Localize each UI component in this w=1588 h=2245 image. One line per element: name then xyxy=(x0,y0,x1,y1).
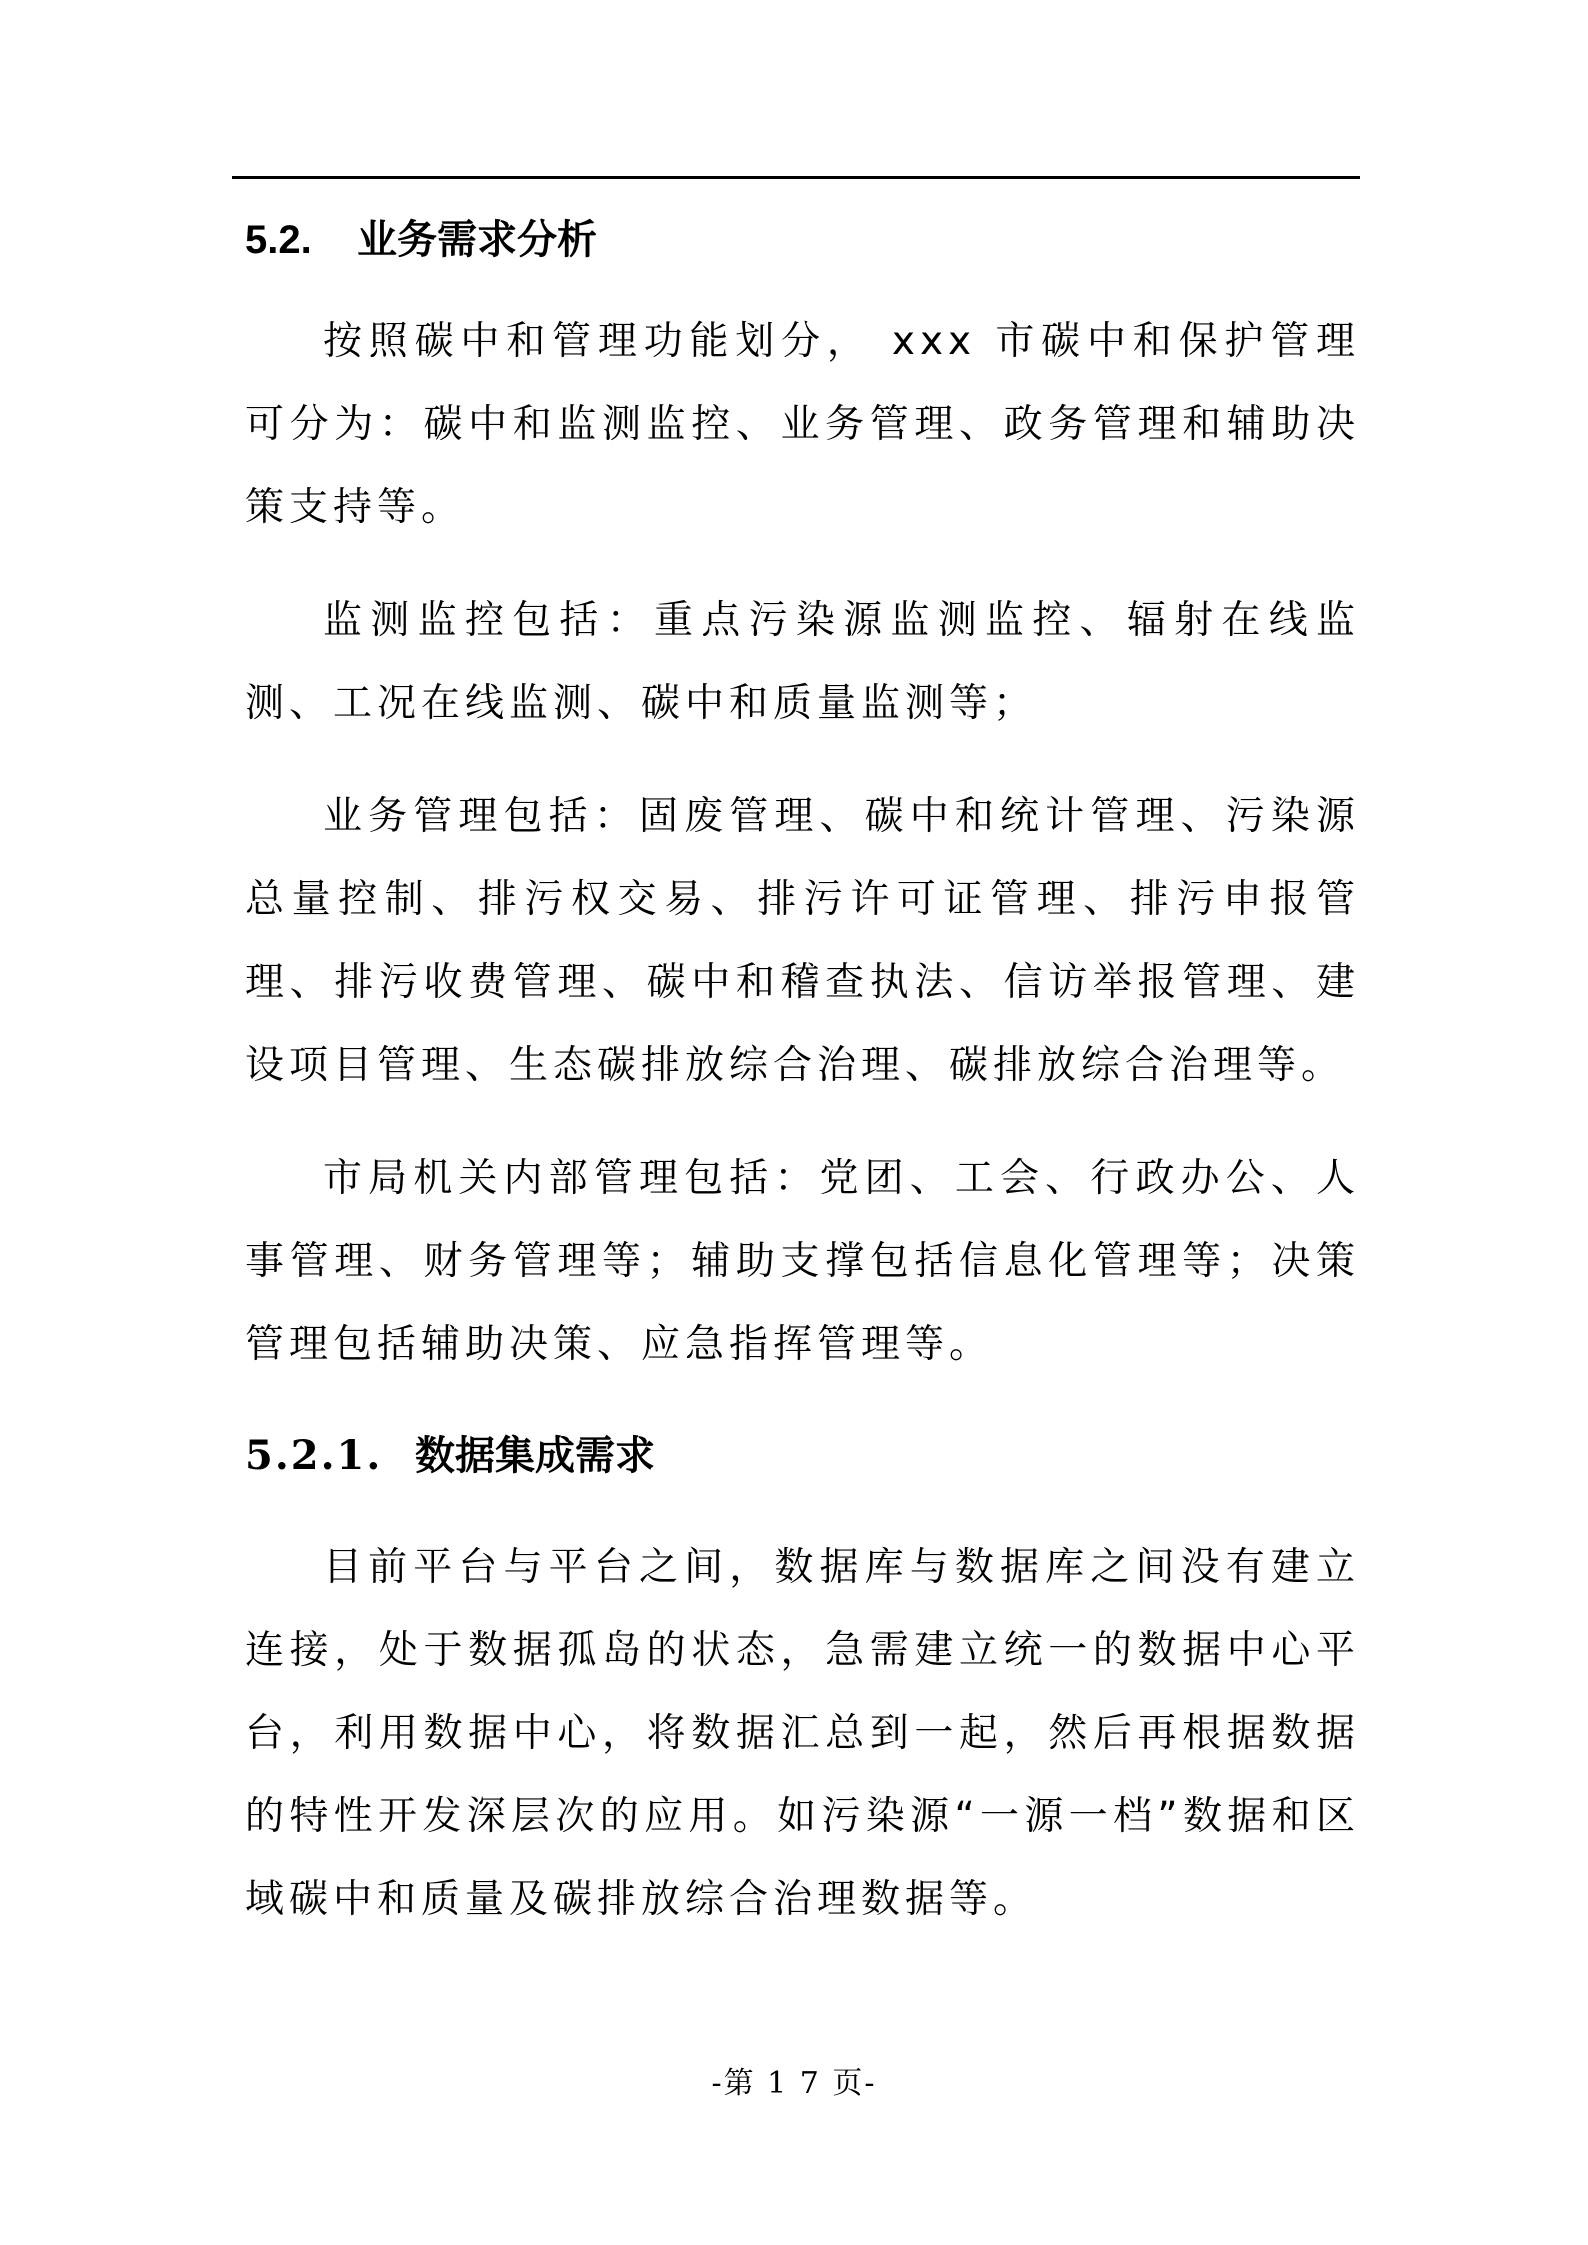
section-heading xyxy=(245,200,1360,280)
page-body xyxy=(245,200,1360,1941)
paragraph-1: 按照碳中和管理功能划分， xxx 市碳中和保护管理可分为：碳中和监测监控、业务管理、政务管理和辅助决策支持等。 xyxy=(245,319,1360,530)
subsection-title: 数据集成需求 xyxy=(415,1433,655,1479)
page-number: -第 1 7 页- xyxy=(711,2066,877,2101)
header-rule xyxy=(232,176,1360,179)
paragraph-3: 业务管理包括：固废管理、碳中和统计管理、污染源总量控制、排污权交易、排污许可证管理、排污申报管理、排污收费管理、碳中和稽查执法、信访举报管理、建设项目管理、生态碳排放综合治理、碳排放综合治理等。 xyxy=(245,794,1360,1088)
paragraph-2: 监测监控包括：重点污染源监测监控、辐射在线监测、工况在线监测、碳中和质量监测等； xyxy=(245,598,1360,726)
section-title: 业务需求分析 xyxy=(357,217,597,263)
subsection-heading xyxy=(245,1416,1360,1496)
subsection-paragraph-1: 目前平台与平台之间，数据库与数据库之间没有建立连接，处于数据孤岛的状态，急需建立统一的数据中心平台，利用数据中心，将数据汇总到一起，然后再根据数据的特性开发深层次的应用。如污染源“一源一档”数据和区域碳中和质量及碳排放综合治理数据等。 xyxy=(245,1545,1360,1922)
section-number: 5.2. xyxy=(245,218,312,262)
subsection-number: 5.2.1. xyxy=(245,1432,383,1479)
paragraph-4: 市局机关内部管理包括：党团、工会、行政办公、人事管理、财务管理等；辅助支撑包括信息化管理等；决策管理包括辅助决策、应急指挥管理等。 xyxy=(245,1156,1360,1367)
